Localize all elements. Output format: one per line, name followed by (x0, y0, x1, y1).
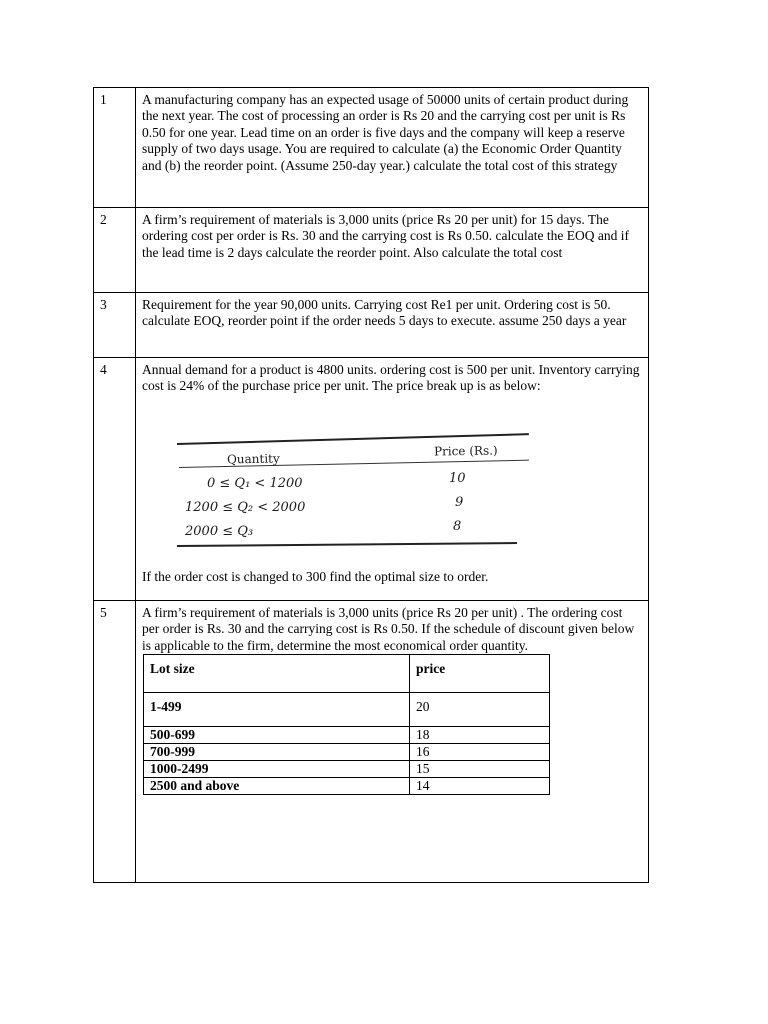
lot-size-cell: 1000-2499 (144, 761, 410, 778)
table-header-row (144, 655, 550, 693)
price-cell: 14 (410, 778, 550, 795)
table-row (144, 778, 550, 795)
question-followup: If the order cost is changed to 300 find the optimal size to order. (142, 568, 489, 584)
question-row-2 (94, 208, 649, 293)
table-row (144, 761, 550, 778)
quantity-column-header: Quantity (226, 451, 280, 467)
question-text: Annual demand for a product is 4800 units. ordering cost is 500 per unit. Inventory carrying cost is 24% of the purchase price per unit. The price break up is as below: (142, 362, 640, 394)
lot-size-cell: 700-999 (144, 744, 410, 761)
quantity-range: 0 ≤ Q₁ < 1200 (207, 475, 303, 491)
table-row (144, 693, 550, 727)
question-number: 1 (94, 88, 136, 208)
lot-size-header: Lot size (144, 655, 410, 693)
question-text: A firm’s requirement of materials is 3,000 units (price Rs 20 per unit) for 15 days. The ordering cost per order is Rs. 30 and the carrying cost is Rs 0.50. calculate the EOQ and if the lead time is 2 days calculate the reorder point. Also calculate the total cost (142, 212, 629, 260)
price-value: 10 (449, 470, 466, 486)
question-number: 3 (94, 293, 136, 358)
table-row (144, 727, 550, 744)
question-cell (136, 88, 649, 208)
price-cell: 18 (410, 727, 550, 744)
question-row-5 (94, 601, 649, 883)
quantity-range: 1200 ≤ Q₂ < 2000 (185, 499, 306, 515)
question-row-1 (94, 88, 649, 208)
price-value: 8 (453, 518, 462, 534)
question-cell (136, 601, 649, 883)
question-cell (136, 358, 649, 601)
quantity-range: 2000 ≤ Q₃ (185, 523, 254, 539)
price-cell: 15 (410, 761, 550, 778)
questions-table (93, 87, 649, 883)
price-cell: 20 (410, 693, 550, 727)
question-text: A firm’s requirement of materials is 3,000 units (price Rs 20 per unit) . The ordering cost per order is Rs. 30 and the carrying cost is Rs 0.50. If the schedule of discount given below is applicable to the firm, determine the most economical order quantity. (142, 605, 635, 653)
price-value: 9 (455, 494, 464, 510)
question-text: Requirement for the year 90,000 units. Carrying cost Re1 per unit. Ordering cost is 50. calculate EOQ, reorder point if the order needs 5 days to execute. assume 250 days a year (142, 297, 627, 329)
table-row (144, 744, 550, 761)
question-row-4 (94, 358, 649, 601)
lot-size-cell: 1-499 (144, 693, 410, 727)
discount-schedule-table (143, 654, 550, 795)
question-cell (136, 293, 649, 358)
question-number: 2 (94, 208, 136, 293)
question-number: 4 (94, 358, 136, 601)
table-bottom-rule (177, 542, 517, 547)
question-row-3 (94, 293, 649, 358)
price-column-header: Price (Rs.) (433, 443, 498, 459)
price-break-table-image (177, 431, 529, 557)
price-header: price (410, 655, 550, 693)
question-text: A manufacturing company has an expected usage of 50000 units of certain product during the next year. The cost of processing an order is Rs 20 and the carrying cost per unit is Rs 0.50 for one year. Lead time on an order is five days and the company will keep a reserve supply of two days usage. You are required to calculate (a) the Economic Order Quantity and (b) the reorder point. (Assume 250-day year.) calculate the total cost of this strategy (142, 92, 629, 173)
price-cell: 16 (410, 744, 550, 761)
question-number: 5 (94, 601, 136, 883)
lot-size-cell: 2500 and above (144, 778, 410, 795)
lot-size-cell: 500-699 (144, 727, 410, 744)
question-cell (136, 208, 649, 293)
